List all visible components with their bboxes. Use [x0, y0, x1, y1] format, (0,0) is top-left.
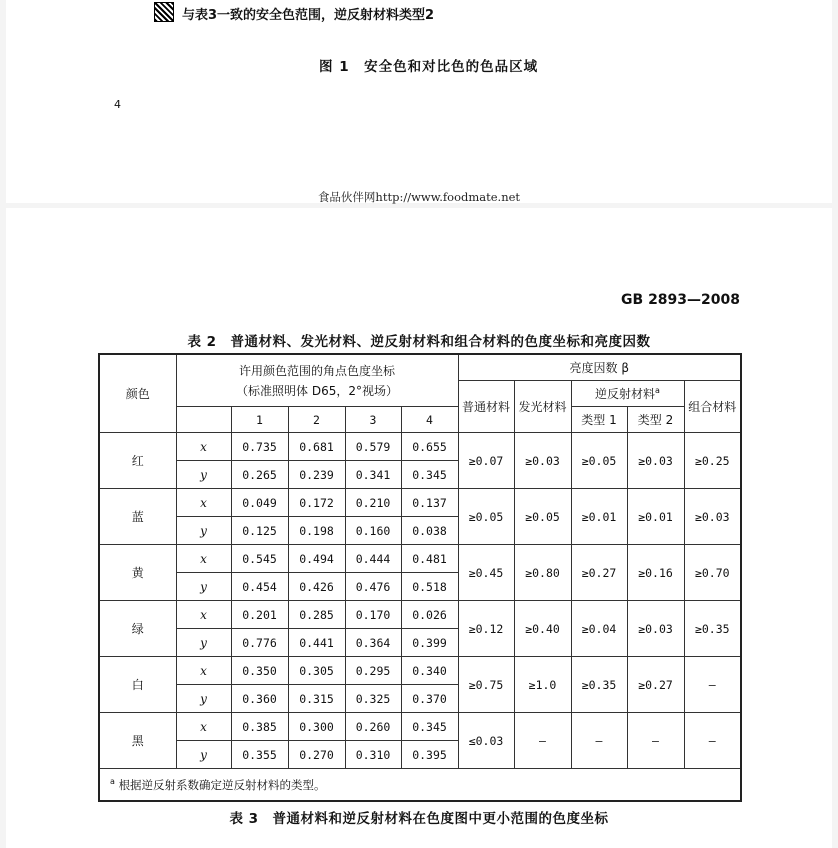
color-name: 绿: [99, 601, 176, 657]
luminance-factor: ≥0.75: [458, 657, 514, 713]
luminance-factor: ≥0.25: [684, 433, 741, 489]
axis-label: x: [176, 433, 231, 461]
x-coordinate: 0.579: [345, 433, 401, 461]
footnote-row: [99, 769, 741, 802]
axis-label: y: [176, 685, 231, 713]
table-row: [99, 545, 741, 573]
footnote-mark: a: [110, 776, 115, 786]
y-coordinate: 0.518: [401, 573, 458, 601]
corner-point-header: 1: [231, 407, 288, 433]
x-coordinate: 0.305: [288, 657, 345, 685]
header-luminous: 发光材料: [514, 381, 571, 433]
luminance-factor: ≥0.05: [571, 433, 627, 489]
color-name: 红: [99, 433, 176, 489]
x-coordinate: 0.385: [231, 713, 288, 741]
footnote: [99, 769, 741, 802]
luminance-factor: ≤0.03: [458, 713, 514, 769]
table3-title: 表 3 普通材料和逆反射材料在色度图中更小范围的色度坐标: [229, 811, 609, 827]
luminance-factor: ≥0.40: [514, 601, 571, 657]
luminance-factor: ≥0.27: [571, 545, 627, 601]
axis-label: y: [176, 629, 231, 657]
footnote-text: 根据逆反射系数确定逆反射材料的类型。: [118, 777, 326, 792]
y-coordinate: 0.454: [231, 573, 288, 601]
y-coordinate: 0.776: [231, 629, 288, 657]
luminance-factor: ≥0.03: [627, 601, 684, 657]
color-name: 蓝: [99, 489, 176, 545]
x-coordinate: 0.260: [345, 713, 401, 741]
page-number: 4: [114, 98, 121, 111]
y-coordinate: 0.315: [288, 685, 345, 713]
x-coordinate: 0.049: [231, 489, 288, 517]
header-luminance: 亮度因数 β: [458, 354, 741, 381]
y-coordinate: 0.426: [288, 573, 345, 601]
y-coordinate: 0.370: [401, 685, 458, 713]
corner-point-header: 2: [288, 407, 345, 433]
axis-label: y: [176, 741, 231, 769]
x-coordinate: 0.481: [401, 545, 458, 573]
luminance-factor: ≥0.70: [684, 545, 741, 601]
luminance-factor: ≥0.01: [627, 489, 684, 545]
x-coordinate: 0.210: [345, 489, 401, 517]
y-coordinate: 0.360: [231, 685, 288, 713]
table-row: [99, 489, 741, 517]
y-coordinate: 0.364: [345, 629, 401, 657]
header-coordinates-line1: 许用颜色范围的角点色度坐标: [238, 363, 395, 378]
x-coordinate: 0.026: [401, 601, 458, 629]
header-coordinates: [176, 354, 458, 407]
luminance-factor: —: [684, 713, 741, 769]
standard-number: GB 2893—2008: [621, 292, 740, 308]
y-coordinate: 0.239: [288, 461, 345, 489]
legend-text: 与表3一致的安全色范围，逆反射材料类型2: [182, 8, 435, 23]
y-coordinate: 0.441: [288, 629, 345, 657]
y-coordinate: 0.270: [288, 741, 345, 769]
figure-caption: 图 1 安全色和对比色的色品区域: [319, 59, 539, 75]
axis-label: x: [176, 545, 231, 573]
x-coordinate: 0.295: [345, 657, 401, 685]
axis-label: y: [176, 517, 231, 545]
header-retro: [571, 381, 684, 407]
luminance-factor: ≥0.04: [571, 601, 627, 657]
luminance-factor: ≥0.07: [458, 433, 514, 489]
color-name: 黑: [99, 713, 176, 769]
table-row: [99, 713, 741, 741]
y-coordinate: 0.325: [345, 685, 401, 713]
table-row: [99, 657, 741, 685]
x-coordinate: 0.444: [345, 545, 401, 573]
y-coordinate: 0.395: [401, 741, 458, 769]
x-coordinate: 0.201: [231, 601, 288, 629]
luminance-factor: ≥0.03: [684, 489, 741, 545]
luminance-factor: ≥1.0: [514, 657, 571, 713]
chromaticity-table: [98, 353, 742, 802]
color-name: 黄: [99, 545, 176, 601]
luminance-factor: ≥0.27: [627, 657, 684, 713]
x-coordinate: 0.300: [288, 713, 345, 741]
page-1: [6, 0, 832, 203]
watermark: 食品伙伴网http://www.foodmate.net: [317, 190, 521, 204]
header-retro-label: 逆反射材料: [595, 387, 656, 401]
header-ordinary: 普通材料: [458, 381, 514, 433]
header-combined: 组合材料: [684, 381, 741, 433]
luminance-factor: ≥0.03: [514, 433, 571, 489]
axis-label: y: [176, 573, 231, 601]
y-coordinate: 0.310: [345, 741, 401, 769]
luminance-factor: ≥0.35: [571, 657, 627, 713]
axis-label: x: [176, 657, 231, 685]
header-color: 颜色: [99, 354, 176, 433]
x-coordinate: 0.681: [288, 433, 345, 461]
x-coordinate: 0.494: [288, 545, 345, 573]
header-type1: 类型 1: [571, 407, 627, 433]
x-coordinate: 0.340: [401, 657, 458, 685]
footnote-ref: a: [655, 386, 660, 395]
luminance-factor: ≥0.35: [684, 601, 741, 657]
y-coordinate: 0.399: [401, 629, 458, 657]
luminance-factor: —: [627, 713, 684, 769]
luminance-factor: ≥0.01: [571, 489, 627, 545]
corner-point-header: 4: [401, 407, 458, 433]
x-coordinate: 0.137: [401, 489, 458, 517]
axis-label: x: [176, 713, 231, 741]
luminance-factor: —: [684, 657, 741, 713]
axis-label: y: [176, 461, 231, 489]
x-coordinate: 0.655: [401, 433, 458, 461]
table2-title: 表 2 普通材料、发光材料、逆反射材料和组合材料的色度坐标和亮度因数: [187, 334, 651, 350]
header-type2: 类型 2: [627, 407, 684, 433]
axis-label: x: [176, 489, 231, 517]
y-coordinate: 0.160: [345, 517, 401, 545]
color-name: 白: [99, 657, 176, 713]
y-coordinate: 0.345: [401, 461, 458, 489]
y-coordinate: 0.355: [231, 741, 288, 769]
luminance-factor: ≥0.12: [458, 601, 514, 657]
table-row: [99, 601, 741, 629]
x-coordinate: 0.285: [288, 601, 345, 629]
y-coordinate: 0.265: [231, 461, 288, 489]
luminance-factor: ≥0.16: [627, 545, 684, 601]
header-blank: [176, 407, 231, 433]
table-row: [99, 433, 741, 461]
y-coordinate: 0.125: [231, 517, 288, 545]
x-coordinate: 0.345: [401, 713, 458, 741]
corner-point-header: 3: [345, 407, 401, 433]
y-coordinate: 0.198: [288, 517, 345, 545]
x-coordinate: 0.170: [345, 601, 401, 629]
x-coordinate: 0.350: [231, 657, 288, 685]
y-coordinate: 0.341: [345, 461, 401, 489]
x-coordinate: 0.172: [288, 489, 345, 517]
luminance-factor: ≥0.05: [514, 489, 571, 545]
x-coordinate: 0.735: [231, 433, 288, 461]
x-coordinate: 0.545: [231, 545, 288, 573]
axis-label: x: [176, 601, 231, 629]
y-coordinate: 0.038: [401, 517, 458, 545]
luminance-factor: ≥0.03: [627, 433, 684, 489]
hatched-legend-swatch: [154, 2, 174, 22]
luminance-factor: ≥0.80: [514, 545, 571, 601]
luminance-factor: ≥0.45: [458, 545, 514, 601]
luminance-factor: —: [514, 713, 571, 769]
luminance-factor: ≥0.05: [458, 489, 514, 545]
luminance-factor: —: [571, 713, 627, 769]
y-coordinate: 0.476: [345, 573, 401, 601]
header-coordinates-line2: （标准照明体 D65，2°视场）: [236, 383, 398, 398]
